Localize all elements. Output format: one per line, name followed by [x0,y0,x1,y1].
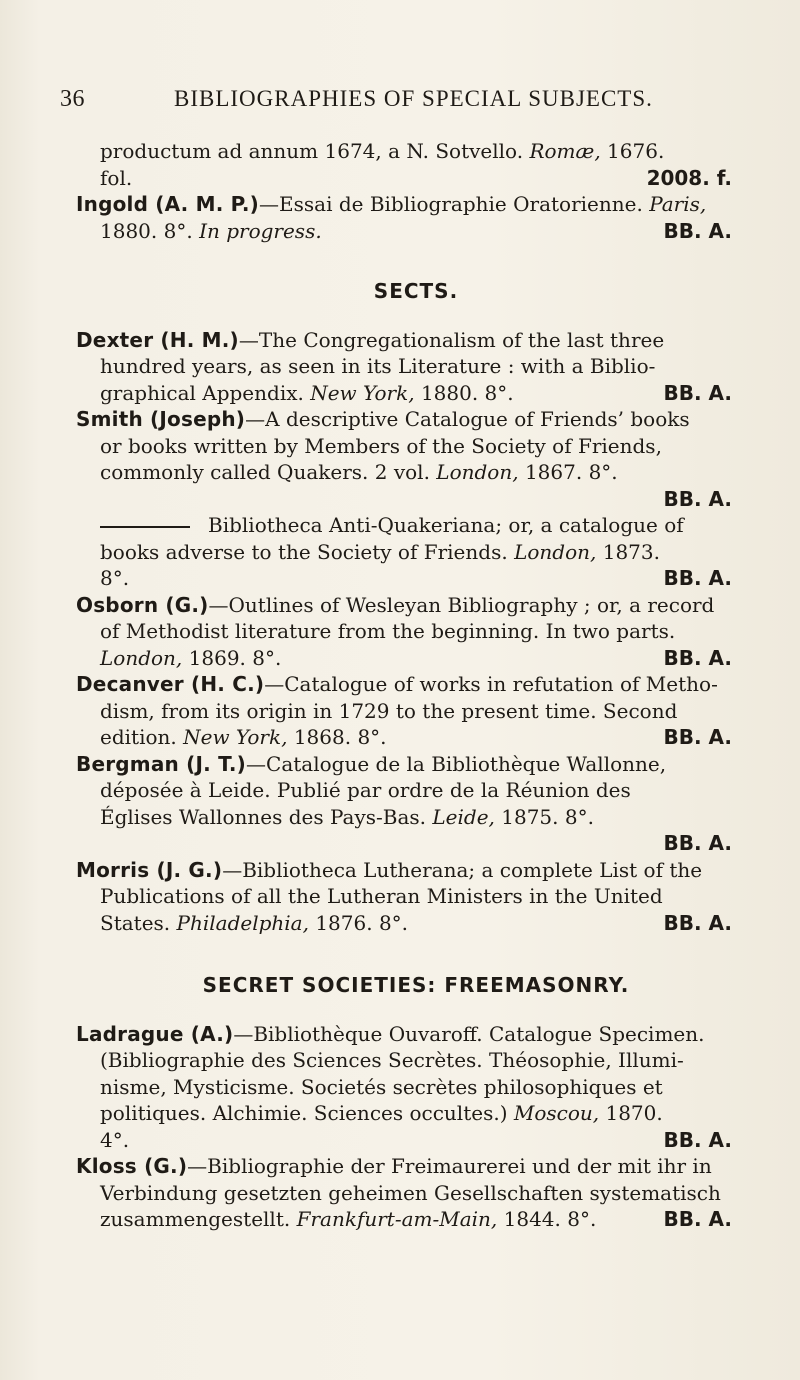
page-header [60,86,740,116]
entry-author: Osborn (G.) [76,592,209,617]
page-body [76,138,732,1233]
page-number: 36 [60,86,85,112]
entry-smith: Smith (Joseph)—A descriptive Catalogue of Friends’ books or books written by Members of the Society of Friends, commonly called Quakers. 2 vol. London, 1867. 8°. BB. A. [76,407,732,511]
entry-ladrague: Ladrague (A.)—Bibliothèque Ouvaroff. Catalogue Specimen. (Bibliographie des Sciences Secrètes. Théosophie, Illumi- nisme, Mysticisme. Societés secrètes philosophiques et politiques. Alchimie. Sciences occultes.) Moscou, 1870. 4°. BB. A. [76,1021,732,1152]
entry-author: Ladrague (A.) [76,1021,234,1046]
entry-decanver: Decanver (H. C.)—Catalogue of works in refutation of Metho- dism, from its origin in 1729 to the present time. Second edition. New York, 1868. 8°. BB. A. [76,672,732,749]
entry-author: Bergman (J. T.) [76,751,247,776]
section-heading-sects: SECTS. [373,279,459,303]
entry-author: Ingold (A. M. P.) [76,192,260,216]
entry-dexter: Dexter (H. M.)—The Congregationalism of the last three hundred years, as seen in its Literature : with a Biblio- graphical Appendix. New York, 1880. 8°. BB. A. [76,327,732,405]
entry-bibliotheca-anti-quakeriana: Bibliotheca Anti-Quakeriana; or, a catalogue of books adverse to the Society of Friends. London, 1873. 8°. BB. A. [100,513,732,590]
entry-author: Kloss (G.) [76,1154,188,1178]
shelfmark: 2008. f. [646,165,732,190]
shelfmark: BB. A. [663,645,732,670]
shelfmark: BB. A. [663,218,732,243]
shelfmark: BB. A. [663,566,732,590]
shelfmark: BB. A. [663,1127,732,1152]
entry-bergman: Bergman (J. T.)—Catalogue de la Bibliothèque Wallonne, déposée à Leide. Publié par ordre de la Réunion des Églises Wallonnes des Pays-Bas. Leide, 1875. 8°. BB. A. [76,751,732,855]
shelfmark: BB. A. [663,486,732,511]
entry-kloss: Kloss (G.)—Bibliographie der Freimaurerei und der mit ihr in Verbindung gesetzten geheimen Gesellschaften systematisch zusammengestellt. Frankfurt-am-Main, 1844. 8°. BB. A. [76,1154,732,1231]
shelfmark: BB. A. [663,1207,732,1231]
shelfmark: BB. A. [663,831,732,855]
entry-author: Smith (Joseph) [76,407,246,431]
shelfmark: BB. A. [663,910,732,935]
entry-author: Decanver (H. C.) [76,672,265,696]
shelfmark: BB. A. [663,380,732,405]
entry-continuation: productum ad annum 1674, a N. Sotvello. Romæ, 1676. fol. 2008. f. [100,139,732,190]
entry-author: Morris (J. G.) [76,857,223,882]
shelfmark: BB. A. [663,725,732,749]
entry-morris: Morris (J. G.)—Bibliotheca Lutherana; a complete List of the Publications of all the Lutheran Ministers in the United States. Philadelphia, 1876. 8°. BB. A. [76,857,732,935]
section-heading-secret-societies: SECRET SOCIETIES: FREEMASONRY. [202,973,630,997]
entry-ingold: Ingold (A. M. P.)—Essai de Bibliographie Oratorienne. Paris, 1880. 8°. In progress. BB. A. [76,192,732,243]
running-head: BIBLIOGRAPHIES OF SPECIAL SUBJECTS. [174,86,653,111]
entry-author: Dexter (H. M.) [76,327,239,352]
ditto-dash [100,526,190,528]
entry-osborn: Osborn (G.)—Outlines of Wesleyan Bibliography ; or, a record of Methodist literature from the beginning. In two parts. London, 1869. 8°. BB. A. [76,592,732,670]
